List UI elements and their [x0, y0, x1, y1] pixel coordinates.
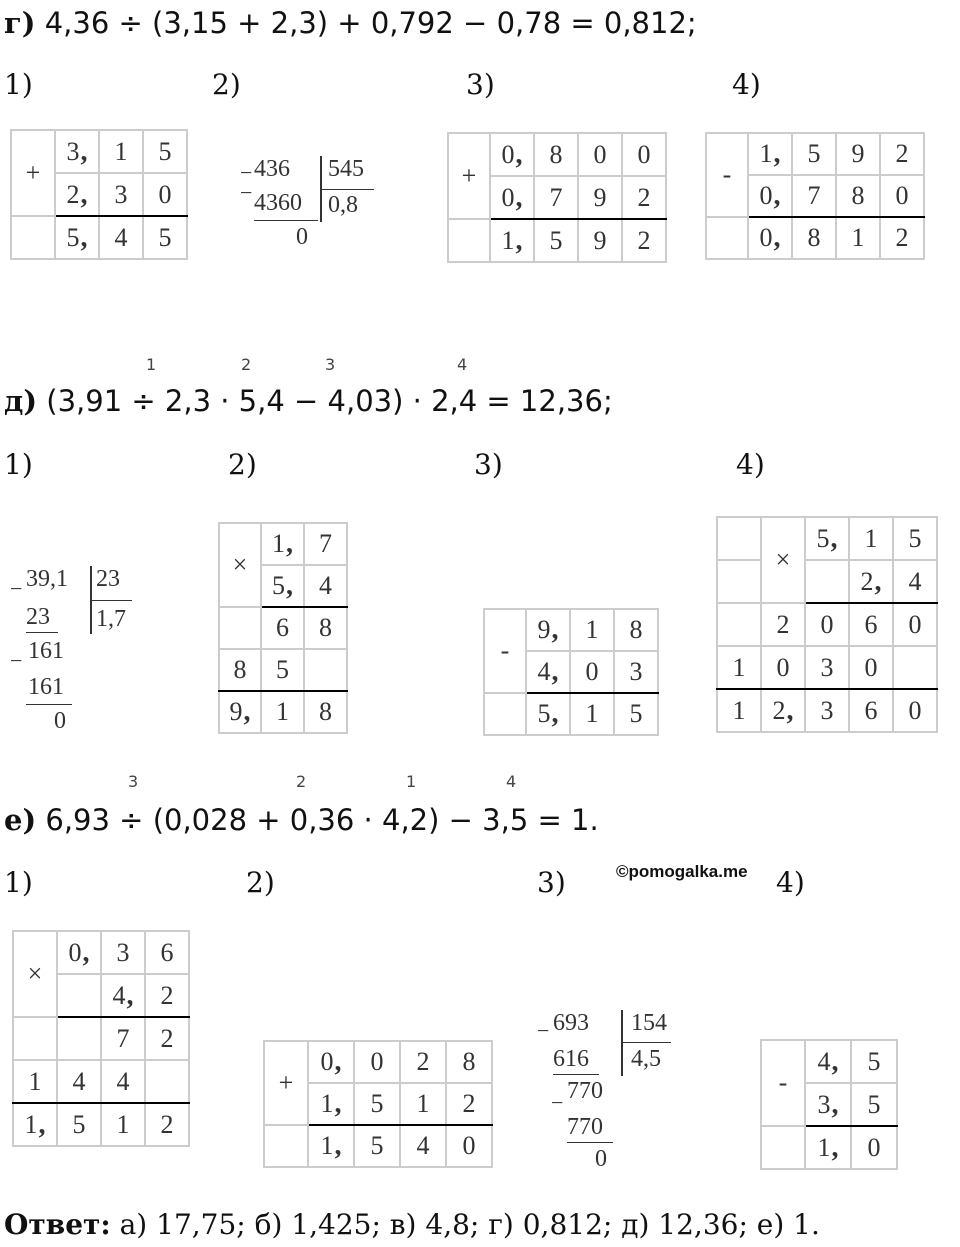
- digit-cell: 1: [570, 609, 614, 651]
- equation-text: 4,36 ÷ (3,15 + 2,3) + 0,792 − 0,78 = 0,812;: [44, 6, 697, 40]
- digit-cell: 4,: [526, 651, 570, 693]
- digit-cell: 5,: [55, 216, 99, 259]
- digit-cell: 4: [400, 1125, 446, 1167]
- digit-cell: 5: [261, 649, 304, 691]
- equation-e: [4, 803, 599, 837]
- digit-cell: [145, 1060, 189, 1103]
- answer-line: [4, 1208, 820, 1241]
- digit-cell: 7: [101, 1017, 145, 1060]
- digit-cell: 0: [446, 1125, 492, 1167]
- digit-cell: 1: [400, 1083, 446, 1125]
- digit-cell: 8: [792, 217, 836, 259]
- digit-cell: 3: [805, 646, 849, 689]
- digit-cell: 1: [261, 691, 304, 733]
- digit-cell: 2,: [849, 560, 893, 603]
- digit-cell: 9: [578, 176, 622, 219]
- digit-cell: 3: [99, 173, 143, 216]
- step-label: 2): [246, 866, 275, 899]
- digit-cell: 5: [143, 216, 187, 259]
- digit-cell: 1: [570, 693, 614, 735]
- digit-cell: 0,: [748, 175, 792, 217]
- digit-cell: 8: [304, 691, 347, 733]
- digit-cell: 0: [893, 603, 937, 646]
- digit-cell: 3: [614, 651, 658, 693]
- digit-cell: 9: [836, 133, 880, 175]
- step-label: 3): [474, 448, 503, 481]
- multiplication-table: [12, 930, 190, 1147]
- digit-cell: 1: [13, 1060, 57, 1103]
- digit-cell: 2: [145, 1103, 189, 1146]
- long-division: − 693 154 616 4,5 − 770 770 0: [537, 1010, 687, 1180]
- section-label: е): [4, 803, 37, 837]
- order-number: 4: [457, 355, 468, 374]
- digit-cell: 5: [534, 219, 578, 262]
- digit-cell: 7: [534, 176, 578, 219]
- digit-cell: 2: [446, 1083, 492, 1125]
- digit-cell: 0: [578, 133, 622, 176]
- digit-cell: 1: [99, 130, 143, 173]
- digit-cell: 1: [717, 646, 761, 689]
- subtraction-table: [705, 132, 925, 260]
- digit-cell: 2: [761, 603, 805, 646]
- operator-sign: -: [761, 1040, 805, 1126]
- digit-cell: 2: [880, 217, 924, 259]
- digit-cell: [717, 603, 761, 646]
- digit-cell: 3: [101, 931, 145, 974]
- digit-cell: 0: [893, 689, 937, 732]
- digit-cell: [893, 646, 937, 689]
- digit-cell: 5: [792, 133, 836, 175]
- order-number: 3: [325, 355, 336, 374]
- digit-cell: 0: [880, 175, 924, 217]
- long-division: − 39,1 23 23 1,7 − 161 161 0: [10, 566, 140, 746]
- digit-cell: 6: [261, 607, 304, 649]
- step-label: 1): [4, 68, 33, 101]
- digit-cell: 4: [893, 560, 937, 603]
- digit-cell: 1: [717, 689, 761, 732]
- digit-cell: 1,: [261, 523, 304, 565]
- order-number: 1: [146, 355, 157, 374]
- digit-cell: 8: [836, 175, 880, 217]
- digit-cell: 5,: [261, 565, 304, 607]
- digit-cell: 1,: [308, 1083, 354, 1125]
- digit-cell: 6: [145, 931, 189, 974]
- operator-sign: +: [264, 1041, 308, 1125]
- digit-cell: [13, 1017, 57, 1060]
- digit-cell: 7: [792, 175, 836, 217]
- operator-sign: +: [448, 133, 490, 219]
- long-division: − 436 545 − 4360 0,8 0: [240, 156, 390, 256]
- section-label: д): [4, 384, 38, 418]
- digit-cell: 0: [354, 1041, 400, 1083]
- digit-cell: 2: [622, 219, 666, 262]
- order-number: 2: [296, 772, 307, 791]
- digit-cell: 0: [143, 173, 187, 216]
- digit-cell: 9: [578, 219, 622, 262]
- digit-cell: 1,: [490, 219, 534, 262]
- digit-cell: 0,: [490, 176, 534, 219]
- digit-cell: 8: [446, 1041, 492, 1083]
- digit-cell: 0: [849, 646, 893, 689]
- order-number: 3: [128, 772, 139, 791]
- multiplication-table: [218, 522, 348, 734]
- digit-cell: 5,: [526, 693, 570, 735]
- addition-table: [263, 1040, 493, 1168]
- digit-cell: [717, 560, 761, 603]
- digit-cell: 5: [851, 1040, 897, 1083]
- digit-cell: 6: [849, 603, 893, 646]
- digit-cell: [304, 649, 347, 691]
- digit-cell: 1,: [308, 1125, 354, 1167]
- watermark: ©pomogalka.me: [616, 862, 748, 881]
- digit-cell: 4: [304, 565, 347, 607]
- digit-cell: 2,: [55, 173, 99, 216]
- order-number: 4: [506, 772, 517, 791]
- digit-cell: 3,: [805, 1083, 851, 1126]
- step-label: 4): [732, 68, 761, 101]
- operator-sign: ×: [761, 517, 805, 603]
- digit-cell: 0,: [308, 1041, 354, 1083]
- order-number: 1: [406, 772, 417, 791]
- digit-cell: [484, 693, 526, 735]
- digit-cell: [57, 974, 101, 1017]
- digit-cell: 1,: [805, 1126, 851, 1169]
- digit-cell: 1: [849, 517, 893, 560]
- multiplication-table: [716, 516, 938, 733]
- answer-label: Ответ:: [4, 1208, 111, 1241]
- digit-cell: 5: [851, 1083, 897, 1126]
- digit-cell: 5: [57, 1103, 101, 1146]
- step-label: 1): [4, 448, 33, 481]
- digit-cell: [448, 219, 490, 262]
- digit-cell: 0: [622, 133, 666, 176]
- digit-cell: 5: [354, 1125, 400, 1167]
- equation-text: 6,93 ÷ (0,028 + 0,36 · 4,2) − 3,5 = 1.: [45, 803, 599, 837]
- digit-cell: 0: [805, 603, 849, 646]
- digit-cell: 1,: [748, 133, 792, 175]
- digit-cell: 8: [304, 607, 347, 649]
- digit-cell: 6: [849, 689, 893, 732]
- digit-cell: 7: [304, 523, 347, 565]
- operator-sign: +: [11, 130, 55, 216]
- addition-table: [447, 132, 667, 263]
- digit-cell: 4: [101, 1060, 145, 1103]
- digit-cell: 5,: [805, 517, 849, 560]
- digit-cell: 5: [143, 130, 187, 173]
- digit-cell: [717, 517, 761, 560]
- operator-sign: ×: [13, 931, 57, 1017]
- equation-d: [4, 384, 613, 418]
- digit-cell: 2: [880, 133, 924, 175]
- section-label: г): [4, 6, 36, 40]
- digit-cell: 2,: [761, 689, 805, 732]
- step-label: 1): [4, 866, 33, 899]
- digit-cell: 0,: [57, 931, 101, 974]
- digit-cell: [264, 1125, 308, 1167]
- digit-cell: [219, 607, 261, 649]
- digit-cell: 4,: [805, 1040, 851, 1083]
- digit-cell: 1,: [13, 1103, 57, 1146]
- subtraction-table: [483, 608, 659, 736]
- digit-cell: 4: [99, 216, 143, 259]
- digit-cell: 0: [570, 651, 614, 693]
- digit-cell: [805, 560, 849, 603]
- answer-text: а) 17,75; б) 1,425; в) 4,8; г) 0,812; д) 12,36; е) 1.: [119, 1208, 820, 1241]
- digit-cell: 1: [101, 1103, 145, 1146]
- digit-cell: 4: [57, 1060, 101, 1103]
- digit-cell: [57, 1017, 101, 1060]
- digit-cell: 2: [400, 1041, 446, 1083]
- operator-sign: -: [706, 133, 748, 217]
- digit-cell: 0: [851, 1126, 897, 1169]
- operator-sign: ×: [219, 523, 261, 607]
- step-label: 2): [228, 448, 257, 481]
- digit-cell: 3: [805, 689, 849, 732]
- digit-cell: 5: [614, 693, 658, 735]
- step-label: 4): [736, 448, 765, 481]
- equation-text: (3,91 ÷ 2,3 · 5,4 − 4,03) · 2,4 = 12,36;: [46, 384, 613, 418]
- digit-cell: 5: [354, 1083, 400, 1125]
- digit-cell: [706, 217, 748, 259]
- step-label: 4): [776, 866, 805, 899]
- digit-cell: 2: [145, 1017, 189, 1060]
- digit-cell: [11, 216, 55, 259]
- digit-cell: 1: [836, 217, 880, 259]
- step-label: 3): [466, 68, 495, 101]
- digit-cell: 0,: [490, 133, 534, 176]
- equation-g: [4, 6, 697, 40]
- digit-cell: 0,: [748, 217, 792, 259]
- step-label: 3): [537, 866, 566, 899]
- digit-cell: 8: [534, 133, 578, 176]
- digit-cell: 4,: [101, 974, 145, 1017]
- digit-cell: 8: [614, 609, 658, 651]
- digit-cell: 8: [219, 649, 261, 691]
- subtraction-table: [760, 1039, 898, 1170]
- digit-cell: 2: [145, 974, 189, 1017]
- digit-cell: 5: [893, 517, 937, 560]
- operator-sign: -: [484, 609, 526, 693]
- order-number: 2: [241, 355, 252, 374]
- digit-cell: 2: [622, 176, 666, 219]
- digit-cell: [761, 1126, 805, 1169]
- step-label: 2): [212, 68, 241, 101]
- digit-cell: 9,: [219, 691, 261, 733]
- digit-cell: 0: [761, 646, 805, 689]
- digit-cell: 3,: [55, 130, 99, 173]
- digit-cell: 9,: [526, 609, 570, 651]
- addition-table: [10, 129, 188, 260]
